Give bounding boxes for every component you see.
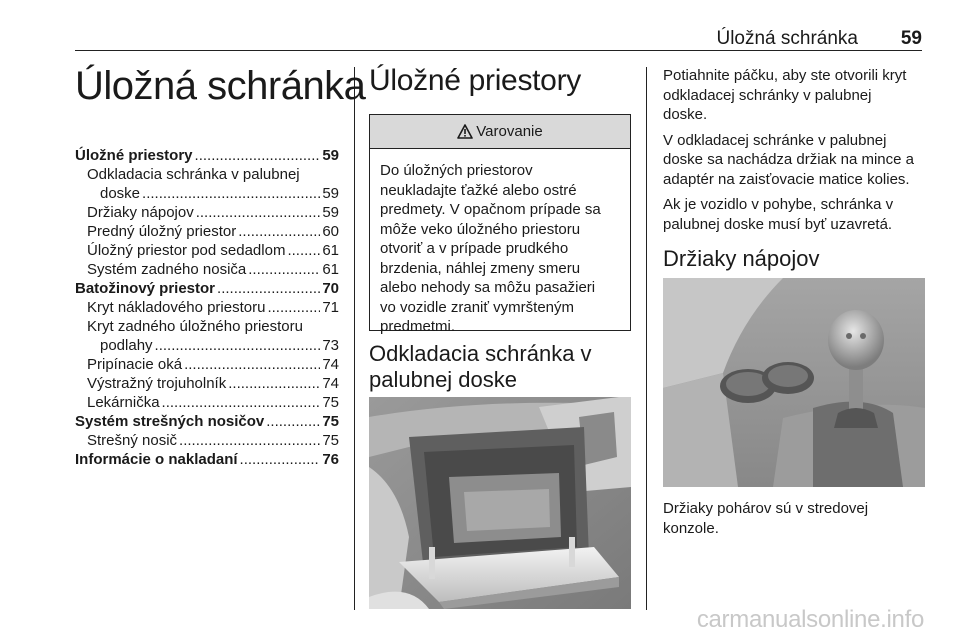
toc-leader — [142, 184, 320, 203]
warning-box — [369, 114, 631, 335]
toc-entry-page: 61 — [322, 242, 339, 259]
toc-entry-label: Systém strešných nosičov — [75, 413, 265, 430]
toc-entry-continued[interactable] — [75, 336, 339, 355]
toc-leader — [155, 336, 321, 355]
text-line: doske. — [663, 106, 708, 123]
toc-entry-label: Výstražný trojuholník — [87, 375, 227, 392]
toc-entry-label: podlahy — [100, 337, 153, 354]
toc-entry-page: 74 — [322, 375, 339, 392]
running-header-title: Úložná schránka — [716, 28, 858, 49]
toc-entry-label: Úložný priestor pod sedadlom — [87, 242, 286, 259]
toc-entry-label: Držiaky nápojov — [87, 204, 194, 221]
toc-leader — [240, 450, 321, 469]
text-line: palubnej doske musí byť uzavretá. — [663, 215, 893, 233]
toc-leader — [266, 412, 320, 431]
toc-entry-label: Informácie o nakladaní — [75, 451, 238, 468]
warning-line: brzdenia, náhlej zmeny smeru — [380, 259, 581, 277]
toc-leader — [196, 203, 321, 222]
toc-entry-continued[interactable] — [75, 184, 339, 203]
toc-entry[interactable]: Odkladacia schránka v palubnej — [87, 166, 300, 183]
toc-entry-page: 59 — [322, 204, 339, 221]
toc-entry-label: Kryt nákladového priestoru — [87, 299, 266, 316]
warning-line: alebo nehody sa môžu pasažieri — [380, 279, 596, 296]
toc-entry-label: Systém zadného nosiča — [87, 261, 247, 278]
warning-heading-label: Varovanie — [476, 123, 543, 140]
warning-text — [370, 149, 630, 337]
toc-entry[interactable] — [75, 241, 339, 260]
title-line: Odkladacia schránka v — [369, 341, 592, 366]
cupholder-illustration — [663, 278, 925, 487]
toc-leader — [179, 431, 320, 450]
cupholder-caption — [663, 499, 925, 538]
warning-line: predmety. V opačnom prípade sa — [380, 201, 601, 218]
section-title: Úložné priestory — [369, 64, 581, 97]
page-number: 59 — [900, 28, 922, 49]
column-divider — [646, 67, 647, 610]
paragraph — [663, 195, 925, 234]
chapter-title: Úložná schránka — [75, 64, 366, 108]
toc-entry-page: 76 — [322, 451, 339, 468]
toc-entry-page: 61 — [322, 261, 339, 278]
warning-line: vo vozidle zraniť vymršteným — [380, 298, 575, 316]
toc-entry[interactable] — [75, 279, 339, 298]
toc-entry-label: doske — [100, 185, 141, 202]
text-line: Potiahnite páčku, aby ste otvorili kryt — [663, 67, 907, 84]
toc-leader — [195, 146, 321, 165]
toc-entry-label: Predný úložný priestor — [87, 223, 237, 240]
toc-entry[interactable] — [75, 203, 339, 222]
toc-entry-page: 71 — [322, 299, 339, 316]
text-line: Ak je vozidlo v pohybe, schránka v — [663, 196, 894, 213]
toc-leader — [238, 222, 320, 241]
warning-icon — [457, 124, 473, 139]
warning-line: Do úložných priestorov — [380, 162, 533, 179]
toc-entry[interactable] — [75, 260, 339, 279]
paragraph — [663, 66, 925, 125]
toc-entry[interactable] — [75, 355, 339, 374]
warning-line: môže veko úložného priestoru — [380, 220, 581, 238]
toc-entry-page: 60 — [322, 223, 339, 240]
warning-line: otvoriť a v prípade prudkého — [380, 240, 569, 257]
watermark: carmanualsonline.info — [696, 606, 924, 633]
header-rule — [75, 50, 922, 51]
column-divider — [354, 67, 355, 610]
text-line: konzole. — [663, 519, 719, 537]
toc-entry-page: 73 — [322, 337, 339, 354]
toc-entry-page: 75 — [322, 394, 339, 411]
toc-entry[interactable] — [75, 146, 339, 165]
toc-entry-label: Lekárnička — [87, 394, 160, 411]
toc-entry-label: Strešný nosič — [87, 432, 178, 449]
toc-entry[interactable] — [75, 450, 339, 469]
warning-heading — [370, 115, 630, 149]
warning-line: neukladajte ťažké alebo ostré — [380, 181, 577, 199]
toc-leader — [184, 355, 320, 374]
toc-entry[interactable] — [75, 222, 339, 241]
toc-entry-page: 59 — [322, 185, 339, 202]
text-line: Držiaky pohárov sú v stredovej — [663, 500, 869, 517]
toc-entry-label: Úložné priestory — [75, 147, 193, 164]
toc-entry-page: 75 — [322, 413, 339, 430]
toc-entry-page: 59 — [322, 147, 339, 164]
toc-leader — [162, 393, 321, 412]
toc-entry-page: 70 — [322, 280, 339, 297]
text-line: V odkladacej schránke v palubnej — [663, 131, 887, 149]
toc-leader — [248, 260, 320, 279]
toc-entry-label: Batožinový priestor — [75, 280, 216, 297]
toc-entry-page: 75 — [322, 432, 339, 449]
text-line: adaptér na zaisťovacie matice kolies. — [663, 170, 910, 188]
toc-leader — [267, 298, 320, 317]
warning-line: predmetmi. — [380, 318, 456, 335]
toc-entry[interactable] — [75, 393, 339, 412]
toc-entry-label: Pripínacie oká — [87, 356, 183, 373]
table-of-contents — [75, 146, 339, 469]
title-line: palubnej doske — [369, 367, 518, 392]
toc-entry[interactable] — [75, 374, 339, 393]
subsection-title-cupholders: Držiaky nápojov — [663, 246, 820, 271]
toc-leader — [217, 279, 320, 298]
glovebox-instructions — [663, 66, 925, 240]
text-line: odkladacej schránky v palubnej — [663, 86, 872, 104]
paragraph — [663, 131, 925, 190]
toc-leader — [228, 374, 320, 393]
toc-entry-page: 74 — [322, 356, 339, 373]
toc-entry[interactable] — [75, 431, 339, 450]
toc-entry[interactable] — [75, 412, 339, 431]
toc-leader — [287, 241, 320, 260]
text-line: doske sa nachádza držiak na mince a — [663, 151, 914, 168]
toc-entry[interactable]: Kryt zadného úložného priestoru — [87, 318, 303, 335]
glovebox-illustration — [369, 397, 631, 609]
toc-entry[interactable] — [75, 298, 339, 317]
subsection-title-glovebox — [369, 341, 629, 393]
